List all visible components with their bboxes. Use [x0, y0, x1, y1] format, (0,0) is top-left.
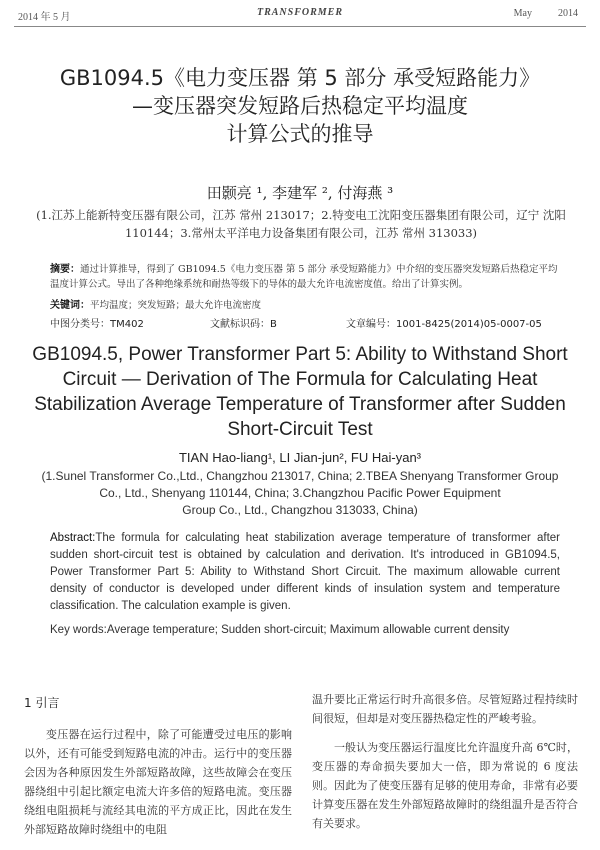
affiliation-en-line: Group Co., Ltd., Changzhou 313033, China) [182, 503, 418, 517]
header-month: May [513, 8, 532, 19]
affiliation-en [30, 468, 570, 519]
abstract-en [50, 530, 560, 615]
title-cn [0, 64, 600, 148]
abstract-en-label: Abstract: [50, 532, 96, 544]
affiliation-cn: (1.江苏上能新特变压器有限公司，江苏 常州 213017；2.特变电工沈阳变压器集团有限公司，辽宁 沈阳 110144；3.常州太平洋电力设备集团有限公司，江苏 常州 313033) [36, 208, 566, 240]
abstract-cn-text: 通过计算推导，得到了 GB1094.5《电力变压器 第 5 部分 承受短路能力》中介绍的变压器突发短路后热稳定平均温度计算公式。导出了各种绝缘系统和耐热等级下的导体的最大允许电流密度值。给出了计算实例。 [50, 264, 558, 290]
left-column [24, 694, 292, 839]
intro-paragraph: 变压器在运行过程中，除了可能遭受过电压的影响以外，还有可能受到短路电流的冲击。运行中的变压器会因为各种原因发生外部短路故障，这些故障会在变压器绕组中引起比额定电流大许多倍的短路电流。变压器绕组电阻损耗与流经其电流的平方成正比，因此在发生外部短路故障时绕组中的电阻 [24, 728, 292, 836]
keywords-en [50, 622, 560, 639]
affiliation-en-line: (1.Sunel Transformer Co.,Ltd., Changzhou 213017, China; 2.TBEA Shenyang Transformer Group [41, 469, 559, 483]
body-paragraph: 温升要比正常运行时升高很多倍。尽管短路过程持续时间很短，但却是对变压器热稳定性的严峻考验。 [312, 693, 578, 725]
title-en-line: Circuit — Derivation of The Formula for Calculating Heat [62, 369, 538, 390]
right-column [312, 690, 578, 833]
header-year: 2014 [558, 8, 578, 19]
header-journal-name: TRANSFORMER [256, 7, 344, 18]
keywords-en-text: Average temperature; Sudden short-circuit; Maximum allowable current density [106, 624, 510, 636]
title-en-line: Stabilization Average Temperature of Transformer after Sudden [34, 394, 566, 415]
header-date-cn: 2014 年 5 月 [18, 12, 71, 23]
clc-number: 中图分类号：TM402 [50, 319, 144, 330]
title-en-line: Short-Circuit Test [227, 419, 373, 440]
header-rule [14, 26, 586, 27]
keywords-cn-label: 关键词： [50, 300, 90, 311]
abstract-cn [50, 262, 560, 292]
title-cn-line: —变压器突发短路后热稳定平均温度 [132, 94, 468, 118]
abstract-en-text: The formula for calculating heat stabilization average temperature of transformer after sudden short-circuit test is obtained by calculation and derivation. It's introduced in GB1094.5, Power Transformer Part 5: Ability to Withstand Short Circuit. The maximum allowable current density of conductor is developed under different kinds of insulation system and temperature classification. The calculation example is given. [50, 532, 560, 612]
title-en [20, 342, 580, 442]
title-cn-line: 计算公式的推导 [226, 122, 374, 146]
running-header [0, 6, 600, 24]
article-number: 文章编号：1001-8425(2014)05-0007-05 [346, 319, 542, 330]
document-code: 文献标识码：B [210, 319, 277, 330]
abstract-cn-label: 摘要： [50, 264, 80, 275]
keywords-en-label: Key words: [50, 624, 107, 636]
keywords-cn-text: 平均温度；突发短路；最大允许电流密度 [90, 300, 262, 311]
body-paragraph: 一般认为变压器运行温度比允许温度升高 6℃时，变压器的寿命损失要加大一倍，即为常说的 6 度法则。因此为了使变压器有足够的使用寿命，非常有必要计算变压器在发生外部短路故障时的绕组温升是否符合有关要求。 [312, 741, 578, 830]
affiliation-en-line: Co., Ltd., Shenyang 110144, China; 3.Changzhou Pacific Power Equipment [99, 486, 501, 500]
authors-cn: 田颢亮 ¹, 李建军 ², 付海燕 ³ [206, 184, 394, 202]
title-en-line: GB1094.5, Power Transformer Part 5: Ability to Withstand Short [32, 344, 568, 365]
keywords-cn [50, 296, 560, 311]
title-cn-line: GB1094.5《电力变压器 第 5 部分 承受短路能力》 [59, 66, 541, 90]
authors-en: TIAN Hao-liang¹, LI Jian-jun², FU Hai-yan³ [178, 450, 422, 465]
section-heading-introduction: 1 引言 [24, 696, 60, 710]
header-date-en [488, 8, 578, 19]
